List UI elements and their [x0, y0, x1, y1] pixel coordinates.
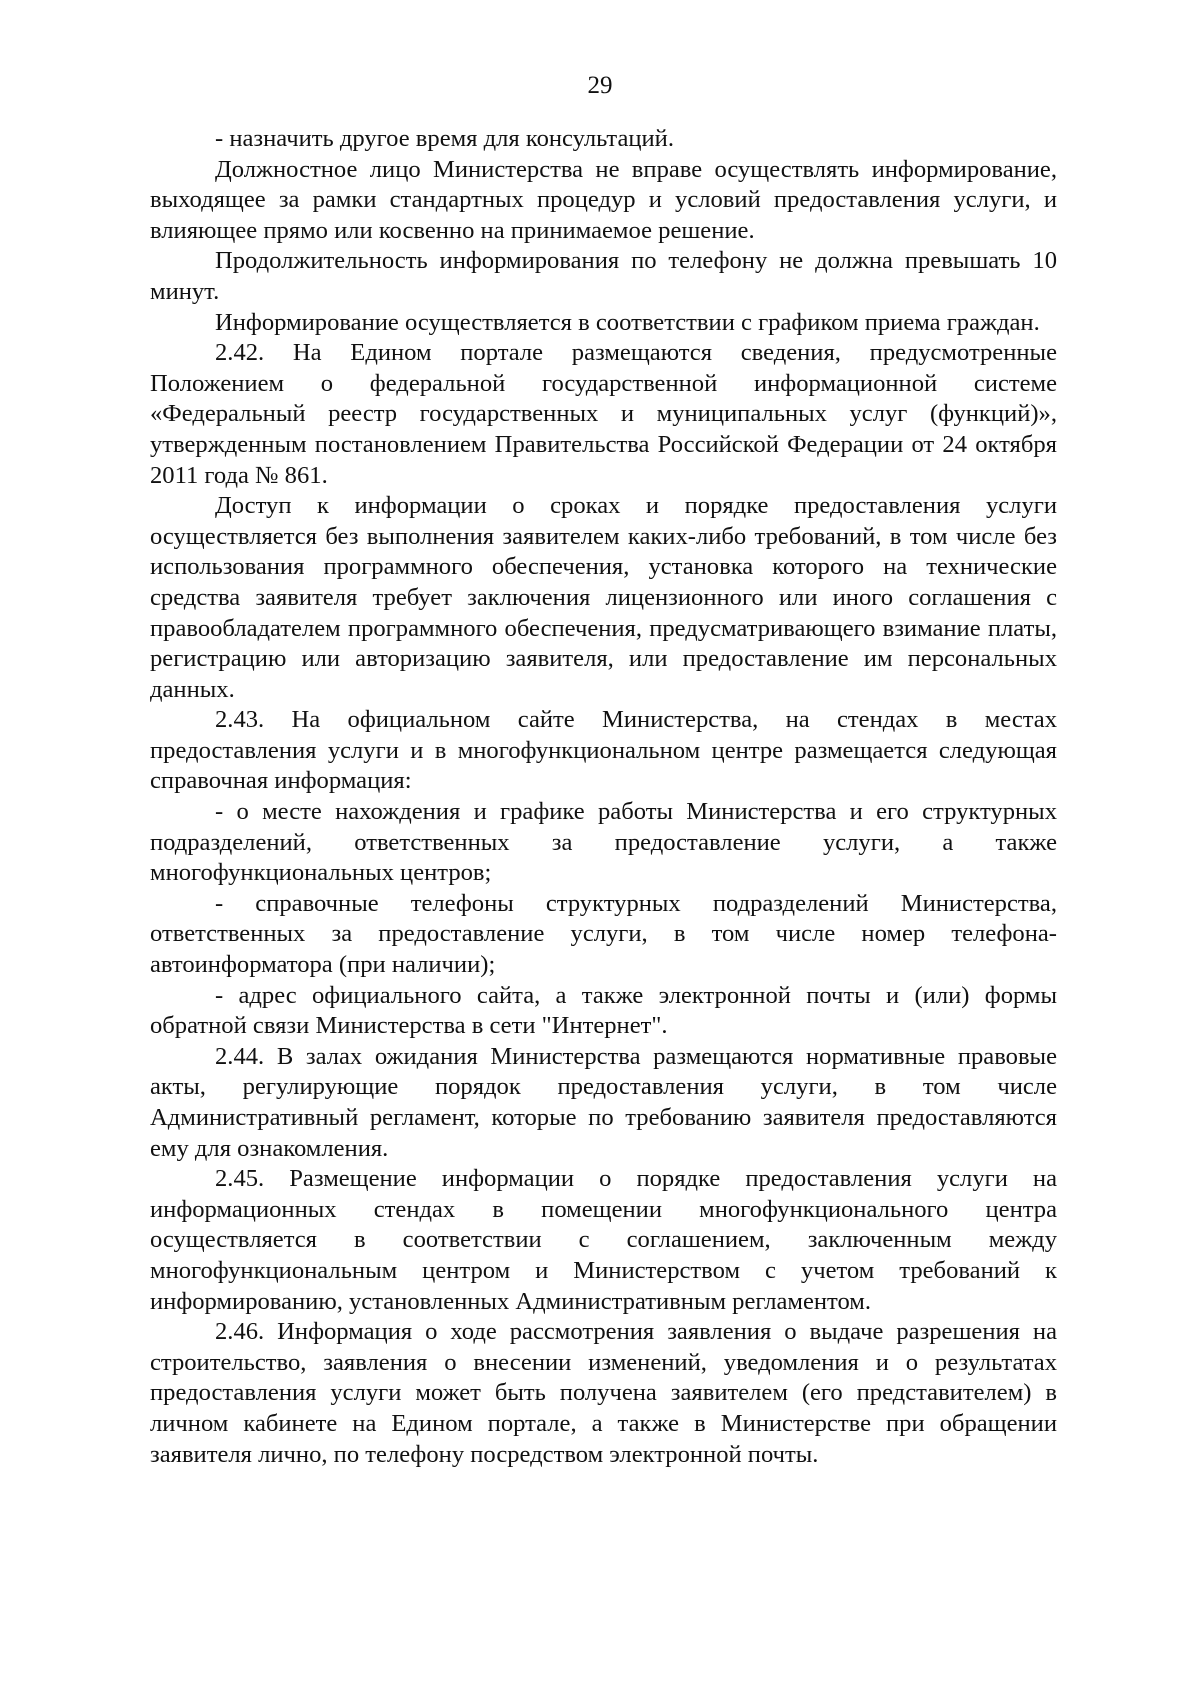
list-item-location-schedule: - о месте нахождения и графике работы Министерства и его структурных подразделений, ответственных за предоставление услуги, а также многофункциональных центров;	[150, 798, 1057, 887]
paragraph-2-46: 2.46. Информация о ходе рассмотрения заявления о выдаче разрешения на строительство, заявления о внесении изменений, уведомления и о результатах предоставления услуги может быть получена заявителем (его представителем) в личном кабинете на Едином портале, а также в Министерстве при обращении заявителя лично, по телефону посредством электронной почты.	[150, 1318, 1057, 1468]
paragraph-2-42: 2.42. На Едином портале размещаются сведения, предусмотренные Положением о федеральной государственной информационной системе «Федеральный реестр государственных и муниципальных услуг (функций)», утвержденным постановлением Правительства Российской Федерации от 24 октября 2011 года № 861.	[150, 339, 1057, 489]
paragraph-2-45: 2.45. Размещение информации о порядке предоставления услуги на информационных стендах в помещении многофункционального центра осуществляется в соответствии с соглашением, заключенным между многофункциональным центром и Министерством с учетом требований к информированию, установленных Административным регламентом.	[150, 1165, 1057, 1315]
list-item-website-email: - адрес официального сайта, а также электронной почты и (или) формы обратной связи Министерства в сети "Интернет".	[150, 981, 1057, 1040]
paragraph-official-restriction: Должностное лицо Министерства не вправе осуществлять информирование, выходящее за рамки стандартных процедур и условий предоставления услуги, и влияющее прямо или косвенно на принимаемое решение.	[150, 155, 1057, 244]
paragraph-reception-schedule: Информирование осуществляется в соответствии с графиком приема граждан.	[215, 308, 1040, 336]
paragraph-consultation-time: - назначить другое время для консультаций.	[215, 125, 674, 152]
list-item-phones: - справочные телефоны структурных подразделений Министерства, ответственных за предоставление услуги, в том числе номер телефона-автоинформатора (при наличии);	[150, 889, 1057, 979]
paragraph-phone-duration: Продолжительность информирования по телефону не должна превышать 10 минут.	[150, 247, 1057, 305]
paragraph-2-44: 2.44. В залах ожидания Министерства размещаются нормативные правовые акты, регулирующие порядок предоставления услуги, в том числе Административный регламент, которые по требованию заявителя предоставляются ему для ознакомления.	[150, 1042, 1057, 1162]
document-body	[150, 124, 1057, 1470]
paragraph-2-43: 2.43. На официальном сайте Министерства, на стендах в местах предоставления услуги и в многофункциональном центре размещается следующая справочная информация:	[150, 706, 1057, 795]
paragraph-information-access: Доступ к информации о сроках и порядке предоставления услуги осуществляется без выполнения заявителем каких-либо требований, в том числе без использования программного обеспечения, установка которого на технические средства заявителя требует заключения лицензионного или иного соглашения с правообладателем программного обеспечения, предусматривающего взимание платы, регистрацию или авторизацию заявителя, или предоставление им персональных данных.	[150, 492, 1057, 703]
page-number: 29	[587, 72, 613, 99]
